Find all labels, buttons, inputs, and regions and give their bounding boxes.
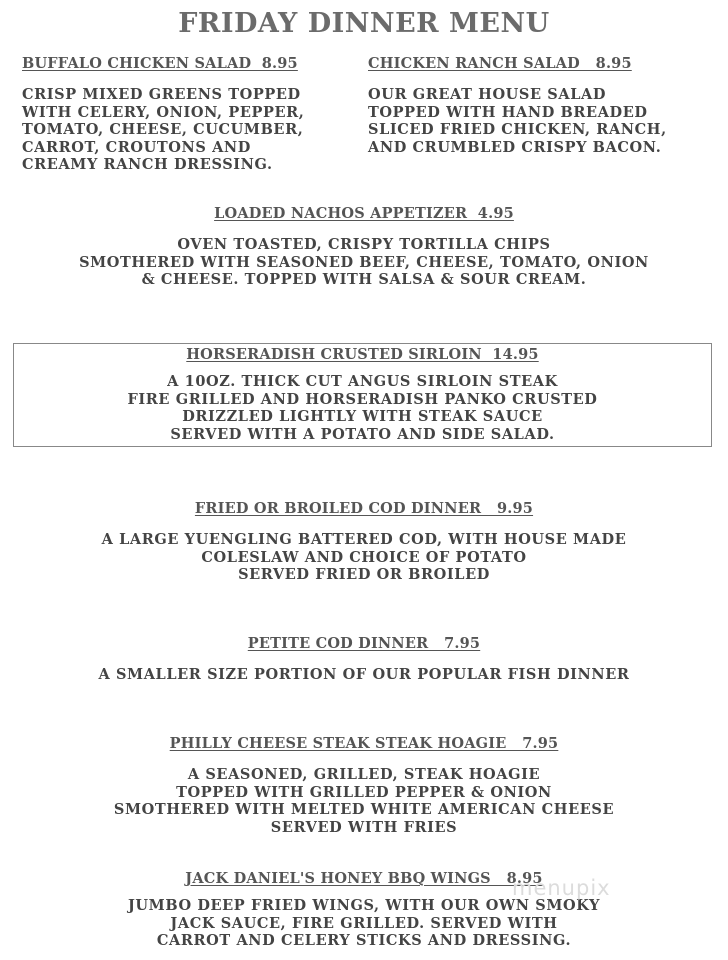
- description-line: SERVED FRIED OR BROILED: [238, 566, 490, 583]
- menu-item-horseradish-sirloin-box: [13, 343, 712, 447]
- description-line: A LARGE YUENGLING BATTERED COD, WITH HOUSE MADE: [101, 531, 627, 548]
- item-name: CHICKEN RANCH SALAD 8.95: [368, 55, 632, 72]
- description-line: TOPPED WITH GRILLED PEPPER & ONION: [176, 783, 552, 801]
- item-description: [0, 236, 728, 289]
- item-description: [14, 373, 711, 443]
- watermark: menupix: [512, 876, 611, 900]
- item-name: BUFFALO CHICKEN SALAD 8.95: [22, 55, 298, 72]
- menu-item-chicken-ranch-salad: [368, 55, 713, 156]
- item-description: [0, 766, 728, 836]
- menu-item-jack-daniels-wings: [0, 870, 728, 950]
- item-name: HORSERADISH CRUSTED SIRLOIN 14.95: [186, 346, 539, 363]
- item-description: [22, 86, 367, 174]
- item-description: [368, 86, 713, 156]
- description-line: CREAMY RANCH DRESSING.: [22, 156, 273, 173]
- description-line: FIRE GRILLED AND HORSERADISH PANKO CRUSTED: [127, 390, 598, 408]
- description-line: JACK SAUCE, FIRE GRILLED. SERVED WITH: [170, 914, 558, 932]
- description-line: AND CRUMBLED CRISPY BACON.: [368, 138, 662, 156]
- description-line: CARROT AND CELERY STICKS AND DRESSING.: [156, 932, 572, 949]
- description-line: DRIZZLED LIGHTLY WITH STEAK SAUCE: [182, 408, 543, 425]
- menu-item-petite-cod: [0, 635, 728, 684]
- item-name: JACK DANIEL'S HONEY BBQ WINGS 8.95: [185, 870, 543, 887]
- description-line: WITH CELERY, ONION, PEPPER,: [22, 103, 305, 121]
- description-line: SERVED WITH FRIES: [270, 818, 458, 836]
- description-line: SMOTHERED WITH MELTED WHITE AMERICAN CHEESE: [113, 801, 615, 818]
- description-line: CRISP MIXED GREENS TOPPED: [22, 86, 301, 103]
- description-line: A SEASONED, GRILLED, STEAK HOAGIE: [187, 766, 541, 783]
- description-line: A 10OZ. THICK CUT ANGUS SIRLOIN STEAK: [167, 373, 558, 390]
- item-description: [0, 531, 728, 584]
- description-line: TOPPED WITH HAND BREADED: [368, 103, 648, 121]
- description-line: SERVED WITH A POTATO AND SIDE SALAD.: [170, 425, 555, 443]
- menu-item-loaded-nachos: [0, 205, 728, 289]
- description-line: COLESLAW AND CHOICE OF POTATO: [201, 548, 527, 566]
- item-name: PHILLY CHEESE STEAK STEAK HOAGIE 7.95: [169, 735, 559, 752]
- description-line: TOMATO, CHEESE, CUCUMBER,: [22, 121, 304, 138]
- page-title: FRIDAY DINNER MENU: [178, 8, 550, 39]
- description-line: SLICED FRIED CHICKEN, RANCH,: [368, 121, 667, 138]
- description-line: CARROT, CROUTONS AND: [22, 138, 251, 156]
- item-description: [0, 897, 728, 950]
- description-line: JUMBO DEEP FRIED WINGS, WITH OUR OWN SMOKY: [127, 897, 601, 914]
- item-name: FRIED OR BROILED COD DINNER 9.95: [194, 500, 534, 517]
- description-line: & CHEESE. TOPPED WITH SALSA & SOUR CREAM.: [141, 271, 587, 288]
- description-line: SMOTHERED WITH SEASONED BEEF, CHEESE, TOMATO, ONION: [79, 253, 649, 271]
- description-line: OUR GREAT HOUSE SALAD: [368, 86, 607, 103]
- menu-item-fried-or-broiled-cod: [0, 500, 728, 584]
- item-name: PETITE COD DINNER 7.95: [247, 635, 481, 652]
- menu-item-philly-cheese-steak: [0, 735, 728, 836]
- item-description: [0, 666, 728, 684]
- item-name: LOADED NACHOS APPETIZER 4.95: [214, 205, 514, 222]
- description-line: A SMALLER SIZE PORTION OF OUR POPULAR FISH DINNER: [98, 666, 630, 683]
- menu-item-buffalo-chicken-salad: [22, 55, 367, 174]
- description-line: OVEN TOASTED, CRISPY TORTILLA CHIPS: [177, 236, 551, 253]
